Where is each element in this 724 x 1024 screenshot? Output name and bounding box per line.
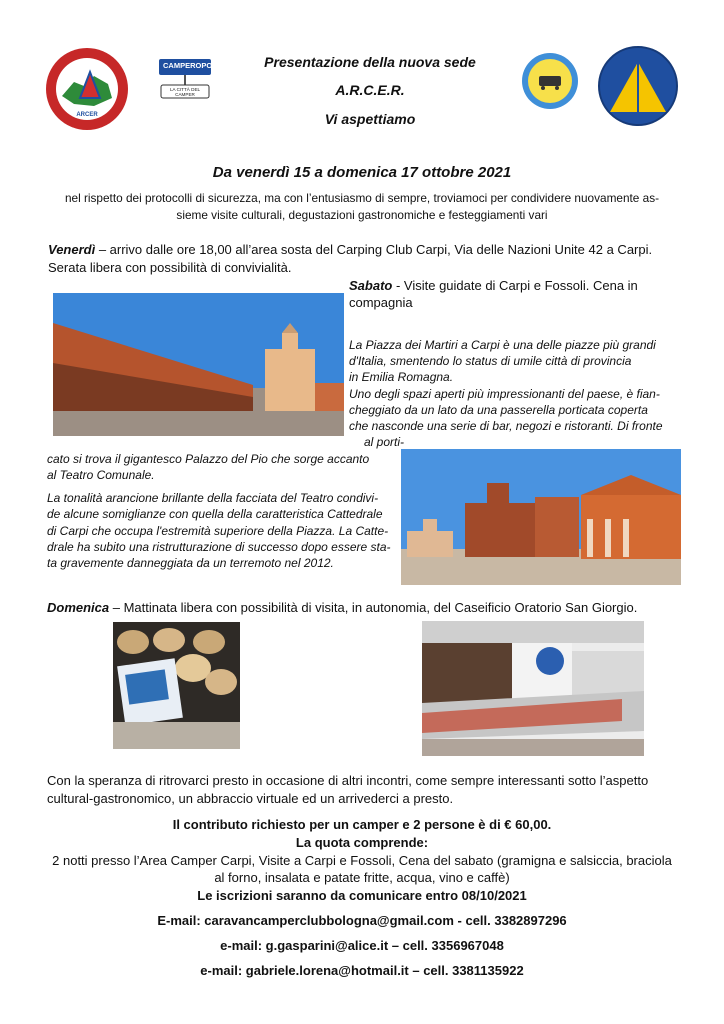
palazzo-pio-photo <box>401 449 681 585</box>
piazza-martiri-photo <box>53 293 344 436</box>
closing-line-2: cultural-gastronomico, un abbraccio virtuale ed un arrivederci a presto. <box>47 791 454 806</box>
header-line-3: Vi aspettiamo <box>324 111 416 127</box>
teatro-text-4: drale ha subito una ristrutturazione di successo dopo essere sta- <box>47 540 391 554</box>
teatro-text-1: La tonalità arancione brillante della facciata del Teatro condivi- <box>47 491 379 505</box>
piazza-text-1: La Piazza dei Martiri a Carpi è una delle piazze più grandi <box>349 338 656 352</box>
camperopoli-sign-text: CAMPEROPOLI <box>163 61 219 70</box>
header-line-1: Presentazione della nuova sede <box>264 54 476 70</box>
saturday-text-2: compagnia <box>349 295 413 310</box>
saturday-text-1: - Visite guidate di Carpi e Fossoli. Cena in <box>392 278 638 293</box>
confederation-logo <box>598 46 678 126</box>
teatro-text-2: de alcune somiglianze con quella della caratteristica Cattedrale <box>47 507 383 521</box>
arcer-logo <box>44 46 130 132</box>
header-line-2: A.R.C.E.R. <box>335 82 405 98</box>
camper-club-logo <box>521 52 579 110</box>
sunday-paragraph <box>47 599 687 616</box>
event-dates: Da venerdì 15 a domenica 17 ottobre 2021 <box>212 164 512 181</box>
contribution-text: Il contributo richiesto per un camper e 2 persone è di € 60,00. <box>172 817 552 832</box>
saturday-paragraph <box>349 277 679 294</box>
sunday-text: – Mattinata libera con possibilità di visita, in autonomia, del Caseificio Oratorio San Giorgio. <box>109 600 638 615</box>
shop-counter-photo <box>422 621 644 756</box>
piazza-text-6: che nasconde una serie di bar, negozi e ristoranti. Di fronte <box>349 419 663 433</box>
friday-text-2: Serata libera con possibilità di convivialità. <box>48 260 292 275</box>
sunday-day: Domenica <box>47 600 110 615</box>
contact-line-1: E-mail: caravancamperclubbologna@gmail.com - cell. 3382897296 <box>157 913 567 928</box>
palazzo-text-1: cato si trova il gigantesco Palazzo del Pio che sorge accanto <box>47 452 370 466</box>
friday-text-1: – arrivo dalle ore 18,00 all’area sosta del Carping Club Carpi, Via delle Nazioni Unite 42 a Carpi. <box>95 242 653 257</box>
piazza-text-3: in Emilia Romagna. <box>349 370 454 384</box>
includes-line-1: 2 notti presso l’Area Camper Carpi, Visite a Carpi e Fossoli, Cena del sabato (gramigna e salsiccia, braciola <box>52 853 672 868</box>
intro-line-1: nel rispetto dei protocolli di sicurezza, ma con l’entusiasmo di sempre, troviamoci per condividere nuovamente as- <box>64 191 660 205</box>
teatro-text-3: di Carpi che occupa l'estremità superiore della Piazza. La Catte- <box>47 524 389 538</box>
intro-line-2: sieme visite culturali, degustazioni gastronomiche e festeggiamenti vari <box>176 208 548 222</box>
closing-line-1: Con la speranza di ritrovarci presto in occasione di altri incontri, come sempre interessanti sotto l’aspetto <box>47 773 649 788</box>
friday-paragraph <box>48 241 688 258</box>
teatro-text-5: ta gravemente danneggiata da un terremoto nel 2012. <box>47 556 334 570</box>
contact-line-2: e-mail: g.gasparini@alice.it – cell. 3356967048 <box>220 938 504 953</box>
contact-line-3: e-mail: gabriele.lorena@hotmail.it – cell. 3381135922 <box>200 963 524 978</box>
cheese-photo <box>113 622 240 749</box>
includes-line-2: al forno, insalata e patate fritte, acqua, vino e caffè) <box>214 870 510 885</box>
piazza-text-5: cheggiato da un lato da una passerella porticata coperta <box>349 403 648 417</box>
arcer-logo-label: ARCER <box>76 112 98 118</box>
friday-day: Venerdì <box>48 242 96 257</box>
includes-title: La quota comprende: <box>295 835 429 850</box>
saturday-day: Sabato <box>349 278 393 293</box>
camperopoli-subtitle: LA CITTÀ DEL CAMPER <box>169 87 201 97</box>
piazza-text-2: d'Italia, smentendo lo status di umile città di provincia <box>349 354 632 368</box>
deadline-text: Le iscrizioni saranno da comunicare entro 08/10/2021 <box>197 888 527 903</box>
piazza-text-7: al porti- <box>363 435 404 449</box>
palazzo-text-2: al Teatro Comunale. <box>47 468 155 482</box>
piazza-text-4: Uno degli spazi aperti più impressionanti del paese, è fian- <box>349 387 660 401</box>
